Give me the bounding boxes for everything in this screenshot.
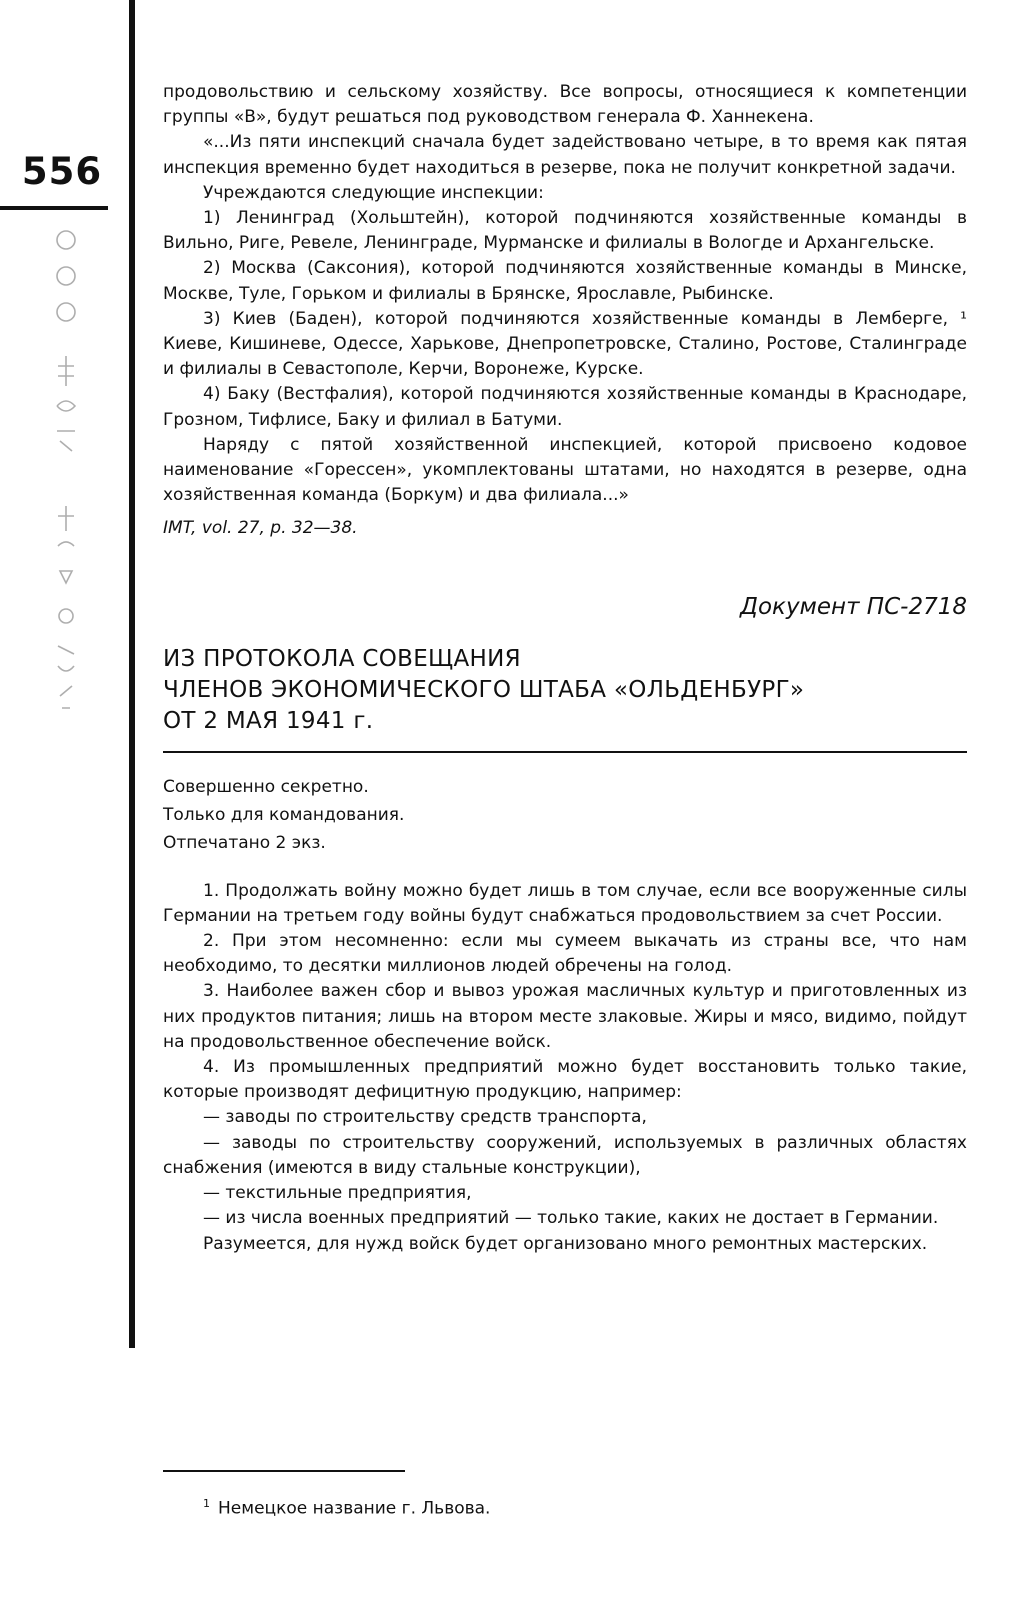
text-paragraph: 3) Киев (Баден), которой подчиняются хозяйственные команды в Лемберге, ¹ Киеве, Кишиневе, Одессе, Харькове, Днепропетровске, Сталино, Ростове, Сталинграде и филиалы в Севастополе, Керчи, Воронеже, Курске. — [163, 308, 967, 380]
page-number-rule — [0, 206, 108, 210]
document-title — [163, 644, 967, 737]
text-paragraph: продовольствию и сельскому хозяйству. Все вопросы, относящиеся к компетенции группы «В», будут решаться под руководством генерала Ф. Ханнекена. — [163, 82, 967, 128]
footnote-text: Немецкое название г. Львова. — [218, 1498, 491, 1519]
text-paragraph: 4) Баку (Вестфалия), которой подчиняются хозяйственные команды в Краснодаре, Грозном, Тифлисе, Баку и филиал в Батуми. — [163, 384, 967, 430]
text-paragraph: 1. Продолжать войну можно будет лишь в том случае, если все вооруженные силы Германии на третьем году войны будут снабжаться продовольствием за счет России. — [163, 880, 967, 926]
text-paragraph: 2) Москва (Саксония), которой подчиняются хозяйственные команды в Минске, Москве, Туле, Горьком и филиалы в Брянске, Ярославле, Рыбинске. — [163, 258, 967, 304]
text-paragraph: Учреждаются следующие инспекции: — [203, 182, 544, 203]
text-paragraph: 4. Из промышленных предприятий можно будет восстановить только такие, которые производят дефицитную продукцию, например: — [163, 1057, 967, 1103]
archive-stamp-icon — [52, 226, 80, 716]
classification-line: Совершенно секретно. — [163, 776, 369, 797]
footnote — [203, 1497, 490, 1519]
title-line: ОТ 2 МАЯ 1941 г. — [163, 707, 374, 734]
text-paragraph: Наряду с пятой хозяйственной инспекцией, которой присвоено кодовое наименование «Горессен», укомплектованы штатами, но находятся в резерве, одна хозяйственная команда (Боркум) и два филиала...» — [163, 434, 967, 506]
title-line: ИЗ ПРОТОКОЛА СОВЕЩАНИЯ — [163, 645, 521, 672]
classification-line: Отпечатано 2 экз. — [163, 832, 326, 853]
list-item: — текстильные предприятия, — [203, 1183, 472, 1204]
text-paragraph: «...Из пяти инспекций сначала будет задействовано четыре, в то время как пятая инспекция временно будет находиться в резерве, пока не получит конкретной задачи. — [163, 132, 967, 178]
document-body — [163, 879, 967, 1257]
source-citation: IMT, vol. 27, p. 32—38. — [163, 518, 358, 539]
text-paragraph: 2. При этом несомненно: если мы сумеем выкачать из страны все, что нам необходимо, то десятки миллионов людей обречены на голод. — [163, 931, 967, 977]
text-paragraph: 3. Наиболее важен сбор и вывоз урожая масличных культур и приготовленных из них продуктов питания; лишь на втором месте злаковые. Жиры и мясо, видимо, пойдут на продовольственное обеспечение войск. — [163, 981, 967, 1052]
classification-block — [163, 773, 967, 857]
document-number: Документ ПС-2718 — [740, 593, 967, 620]
footnote-marker: 1 — [203, 1497, 210, 1510]
title-rule — [163, 751, 967, 753]
list-item: — заводы по строительству средств транспорта, — [203, 1107, 647, 1128]
page-content — [163, 80, 967, 1257]
text-paragraph: Разумеется, для нужд войск будет организовано много ремонтных мастерских. — [203, 1233, 928, 1254]
text-paragraph: 1) Ленинград (Хольштейн), которой подчиняются хозяйственные команды в Вильно, Риге, Ревеле, Ленинграде, Мурманске и филиалы в Вологде и Архангельске. — [163, 208, 967, 254]
classification-line: Только для командования. — [163, 804, 405, 825]
title-line: ЧЛЕНОВ ЭКОНОМИЧЕСКОГО ШТАБА «ОЛЬДЕНБУРГ» — [163, 676, 805, 703]
margin-rule — [129, 0, 135, 1348]
footnote-rule — [163, 1470, 405, 1472]
list-item: — из числа военных предприятий — только такие, каких не достает в Германии. — [203, 1208, 939, 1229]
page-number: 556 — [21, 150, 103, 193]
list-item: — заводы по строительству сооружений, используемых в различных областях снабжения (имеются в виду стальные конструкции), — [163, 1132, 967, 1178]
